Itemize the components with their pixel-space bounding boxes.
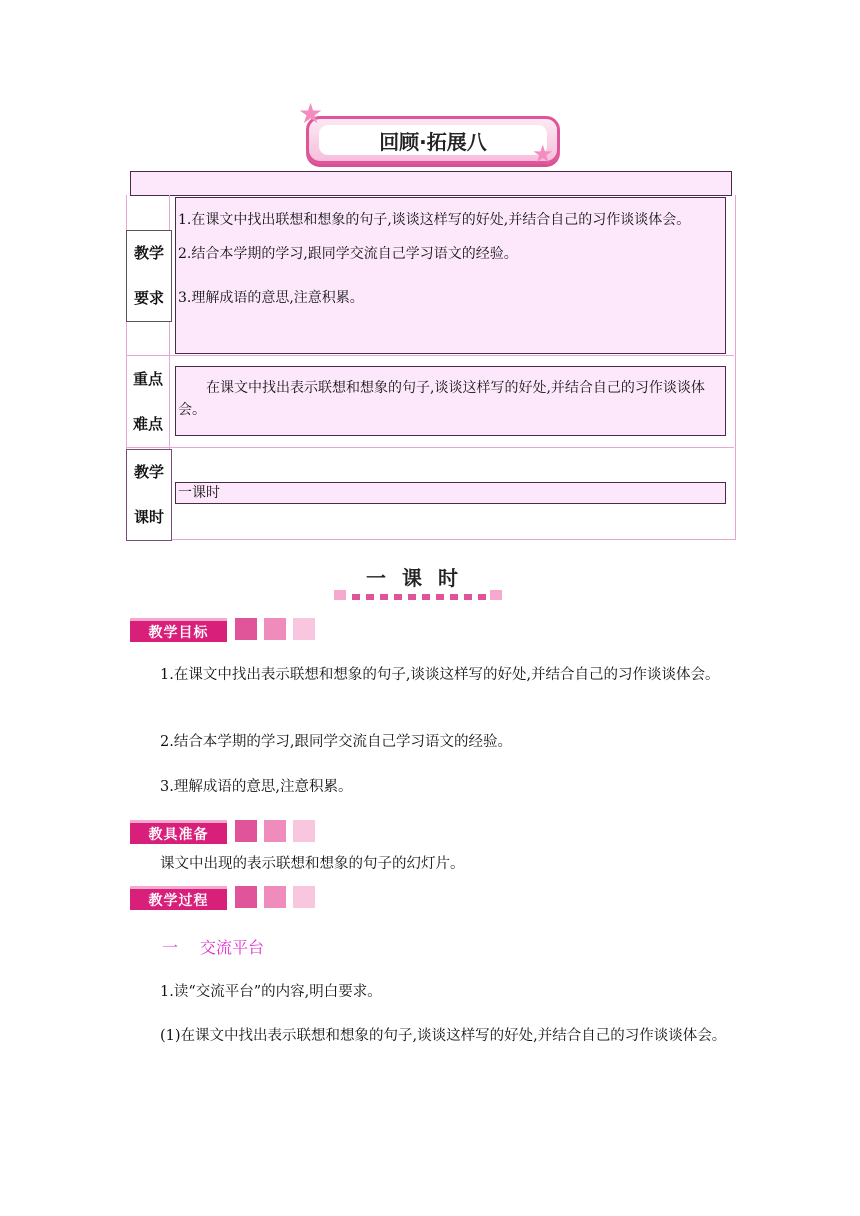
requirements-box: [175, 197, 726, 354]
table-header-bar: [130, 171, 732, 196]
tag-square: [235, 820, 257, 842]
goal-item: 1.在课文中找出表示联想和想象的句子,谈谈这样写的好处,并结合自己的习作谈谈体会。: [160, 667, 720, 683]
tag-square: [293, 820, 315, 842]
materials-text: 课文中出现的表示联想和想象的句子的幻灯片。: [160, 856, 465, 872]
tag-square: [235, 886, 257, 908]
row-label-periods: 教学 课时: [126, 449, 172, 541]
tag-square: [264, 618, 286, 640]
section-title: 一课时: [366, 566, 474, 590]
tag-teaching-goals: 教学目标: [130, 618, 227, 642]
process-heading-number: 一: [162, 938, 179, 957]
tag-teaching-process: 教学过程: [130, 886, 227, 910]
tag-materials: 教具准备: [130, 820, 227, 844]
goal-item: 2.结合本学期的学习,跟同学交流自己学习语文的经验。: [160, 734, 512, 750]
requirement-item: 2.结合本学期的学习,跟同学交流自己学习语文的经验。: [178, 246, 518, 262]
star-icon: ★: [298, 97, 324, 130]
requirement-item: 3.理解成语的意思,注意积累。: [178, 290, 364, 306]
process-heading: 交流平台: [200, 938, 265, 957]
requirement-item: 1.在课文中找出联想和想象的句子,谈谈这样写的好处,并结合自己的习作谈谈体会。: [178, 212, 691, 228]
page-title: 回顾·拓展八: [379, 129, 487, 154]
periods-box: 一课时: [175, 482, 726, 504]
process-step: 1.读“交流平台”的内容,明白要求。: [160, 984, 382, 1000]
star-icon: ★: [532, 140, 554, 168]
row-divider: [126, 355, 734, 356]
tag-square: [235, 618, 257, 640]
tag-square: [264, 820, 286, 842]
process-substep: (1)在课文中找出表示联想和想象的句子,谈谈这样写的好处,并结合自己的习作谈谈体会。: [160, 1028, 727, 1044]
tag-square: [293, 886, 315, 908]
key-points-box: 在课文中找出表示联想和想象的句子,谈谈这样写的好处,并结合自己的习作谈谈体会。: [175, 366, 726, 436]
dotted-underline: [334, 590, 504, 604]
row-label-key-points: 重点 难点: [132, 370, 163, 433]
tag-square: [264, 886, 286, 908]
tag-square: [293, 618, 315, 640]
title-banner: [306, 116, 560, 168]
goal-item: 3.理解成语的意思,注意积累。: [160, 779, 353, 795]
row-label-requirements: 教学 要求: [126, 230, 172, 322]
row-divider: [126, 447, 734, 448]
